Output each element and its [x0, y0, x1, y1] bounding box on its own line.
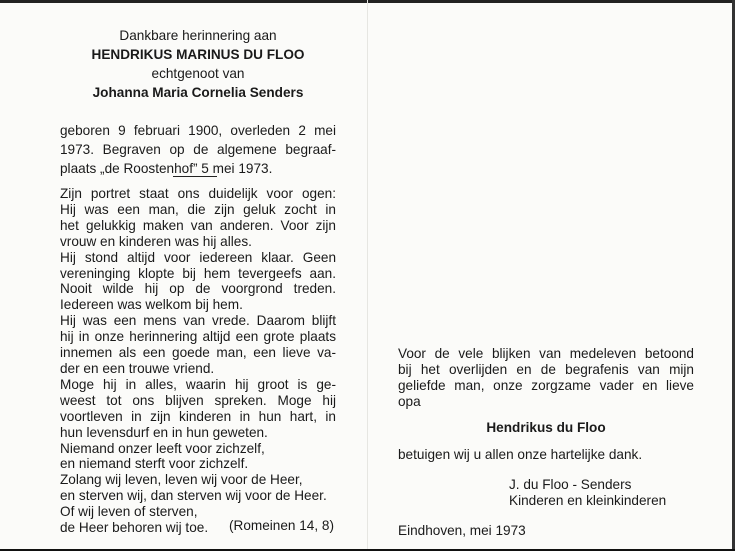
bio-line: 1973. Begraven op de algemene begraaf- — [60, 142, 336, 157]
poem-line: Nooit wilde hij op de voorgrond treden. — [60, 281, 336, 297]
signer-line: J. du Floo - Senders — [509, 477, 632, 492]
bio-line: plaats „de Roostenhof” 5 mei 1973. — [60, 161, 273, 176]
poem-line: innemen als een goede man, een lieve va- — [60, 345, 336, 361]
poem-line: Zolang wij leven, leven wij voor de Heer, — [60, 472, 303, 488]
poem-line: Moge hij in alles, waarin hij groot is ge- — [60, 376, 336, 392]
spouse-name: Johanna Maria Cornelia Senders — [92, 85, 304, 100]
heading-relation: echtgenoot van — [151, 66, 245, 81]
poem-line: het gelukkig maken van anderen. Voor zijn — [60, 217, 336, 233]
poem-line: Hij was een mens van vrede. Daarom blijft — [60, 313, 336, 329]
thanks-line: bij het overlijden en de begrafenis van mijn — [398, 362, 694, 377]
heading-block — [60, 26, 336, 102]
poem-line: de Heer behoren wij toe. — [60, 520, 209, 536]
signer-line: Kinderen en kleinkinderen — [509, 493, 667, 508]
poem-line: Hij was een man, die zijn geluk zocht in — [60, 201, 336, 217]
poem-line: Of wij leven of sterven, — [60, 504, 198, 520]
poem-line: en niemand sterft voor zichzelf. — [60, 456, 249, 472]
poem-line: weest tot ons blijven spreken. Moge hij — [60, 392, 336, 408]
thanks-line: geliefde man, onze zorgzame vader en lieve — [398, 378, 694, 393]
poem-line: en sterven wij, dan sterven wij voor de Heer. — [60, 488, 327, 504]
deceased-full-name: HENDRIKUS MARINUS DU FLOO — [91, 47, 305, 62]
place-date: Eindhoven, mei 1973 — [398, 523, 526, 538]
signers-block — [509, 477, 666, 509]
poem-line: Zijn portret staat ons duidelijk voor ogen: — [60, 186, 336, 201]
poem-line: hij in onze herinnering altijd een grote plaats — [60, 329, 336, 345]
poem-block — [60, 186, 336, 536]
gratitude-line: betuigen wij u allen onze hartelijke dank. — [398, 447, 643, 462]
poem-line: hun levensdurf en in hun geweten. — [60, 424, 268, 440]
heading-intro: Dankbare herinnering aan — [119, 28, 277, 43]
poem-line: Hij stond altijd voor iedereen klaar. Geen — [60, 249, 336, 265]
thanks-line: opa — [398, 394, 421, 409]
poem-line: voortleven in zijn kinderen in hun hart, in — [60, 408, 336, 424]
scripture-reference: (Romeinen 14, 8) — [228, 518, 334, 533]
bio-line: geboren 9 februari 1900, overleden 2 mei — [60, 123, 336, 138]
poem-line: vrouw en kinderen was hij alles. — [60, 233, 252, 249]
scan-bottom-edge — [0, 549, 735, 559]
poem-line: der en een trouwe vriend. — [60, 360, 215, 376]
thanks-block — [398, 346, 694, 410]
poem-line: Iedereen was welkom bij hem. — [60, 297, 243, 313]
thanks-line: Voor de vele blijken van medeleven betoond — [398, 346, 694, 361]
poem-line: Niemand onzer leeft voor zichzelf, — [60, 440, 265, 456]
poem-line: vereninging klopte bij hem tevergeefs aan. — [60, 265, 336, 281]
card-fold — [367, 0, 368, 559]
bio-block — [60, 121, 336, 178]
separator-line — [173, 176, 217, 177]
deceased-short-name: Hendrikus du Floo — [486, 420, 606, 435]
